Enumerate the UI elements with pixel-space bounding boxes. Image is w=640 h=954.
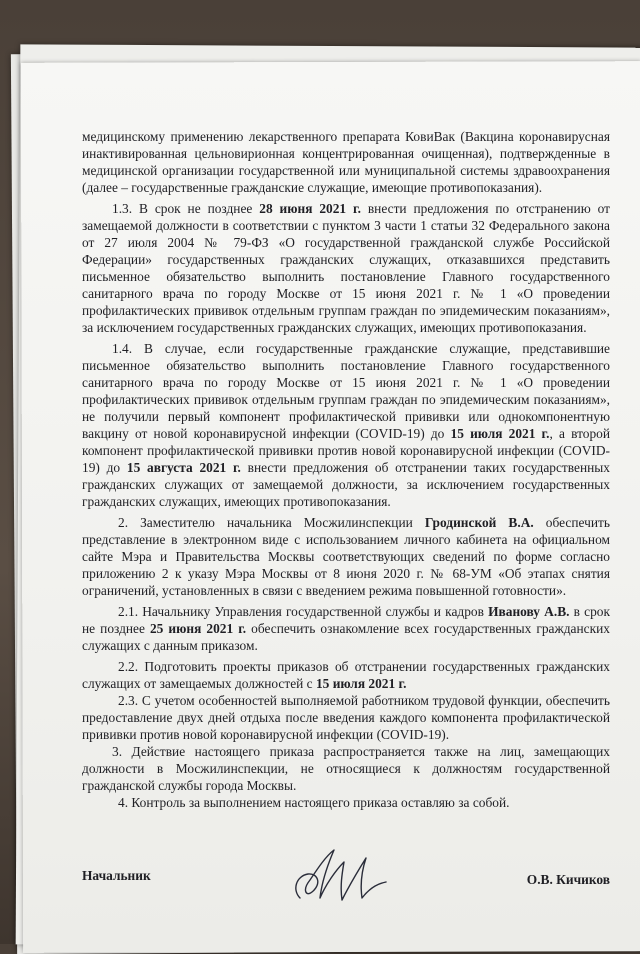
paragraph-2-3: 2.3. С учетом особенностей выполняемой работником трудовой функции, обеспечить предоставление двух дней отдыха после введения каждого компонента профилактической прививки против новой коронавирусной инфекции (COVID-19). — [82, 693, 610, 742]
signatory-name: О.В. Кичиков — [526, 872, 610, 887]
document-body — [82, 128, 610, 811]
paragraph-1-3: 1.3. В срок не позднее 28 июня 2021 г. внести предложения по отстранению от замещаемой должности в соответствии с пунктом 3 части 1 статьи 32 Федерального закона от 27 июля 2004 № 79-ФЗ «О государственной гражданской службе Российской Федерации» государственных гражданских служащих, отказавшихся представить письменное обязательство выполнить постановление Главного государственного санитарного врача по городу Москве от 15 июня 2021 г. № 1 «О проведении профилактических прививок отдельным группам граждан по эпидемическим показаниям», за исключением государственных гражданских служащих, имеющих противопоказания. — [82, 201, 610, 335]
paragraph-2: 2. Заместителю начальника Мосжилинспекции Гродинской В.А. обеспечить представление в электронном виде с использованием личного кабинета на официальном сайте Мэра и Правительства Москвы соответствующих сведений по форме согласно приложению 2 к указу Мэра Москвы от 8 июня 2020 г. № 68-УМ «Об этапах снятия ограничений, установленных в связи с введением режима повышенной готовности». — [82, 515, 610, 598]
signatory-title: Начальник — [82, 868, 151, 883]
paragraph-4: 4. Контроль за выполнением настоящего приказа оставляю за собой. — [118, 795, 510, 810]
paragraph-3: 3. Действие настоящего приказа распространяется также на лиц, замещающих должности в Мосжилинспекции, не относящиеся к должностям государственной гражданской службы города Москвы. — [82, 744, 610, 793]
handwritten-signature — [282, 840, 392, 910]
paragraph-continuation: медицинскому применению лекарственного препарата КовиВак (Вакцина коронавирусная инактивированная цельновирионная концентрированная очищенная), подтвержденные в медицинской организации государственной или муниципальной системы здравоохранения (далее – государственные гражданские служащие, имеющие противопоказания). — [82, 129, 610, 195]
signature-block — [82, 868, 610, 908]
paragraph-2-1: 2.1. Начальнику Управления государственной службы и кадров Иванову А.В. в срок не позднее 25 июня 2021 г. обеспечить ознакомление всех государственных гражданских служащих с данным приказом. — [82, 604, 610, 653]
paragraph-1-4: 1.4. В случае, если государственные гражданские служащие, представившие письменное обязательство выполнить постановление Главного государственного санитарного врача по городу Москве от 15 июня 2021 г. № 1 «О проведении профилактических прививок отдельным группам граждан по эпидемическим показаниям», не получили первый компонент профилактической прививки или однокомпонентную вакцину от новой коронавирусной инфекции (COVID-19) до 15 июля 2021 г., а второй компонент профилактической прививки против новой коронавирусной инфекции (COVID-19) до 15 августа 2021 г. внести предложения об отстранении таких государственных гражданских служащих от замещаемой должности, за исключением государственных гражданских служащих, имеющих противопоказания. — [82, 341, 611, 509]
paragraph-2-2: 2.2. Подготовить проекты приказов об отстранении государственных гражданских служащих от замещаемых должностей с 15 июля 2021 г. — [82, 659, 610, 691]
